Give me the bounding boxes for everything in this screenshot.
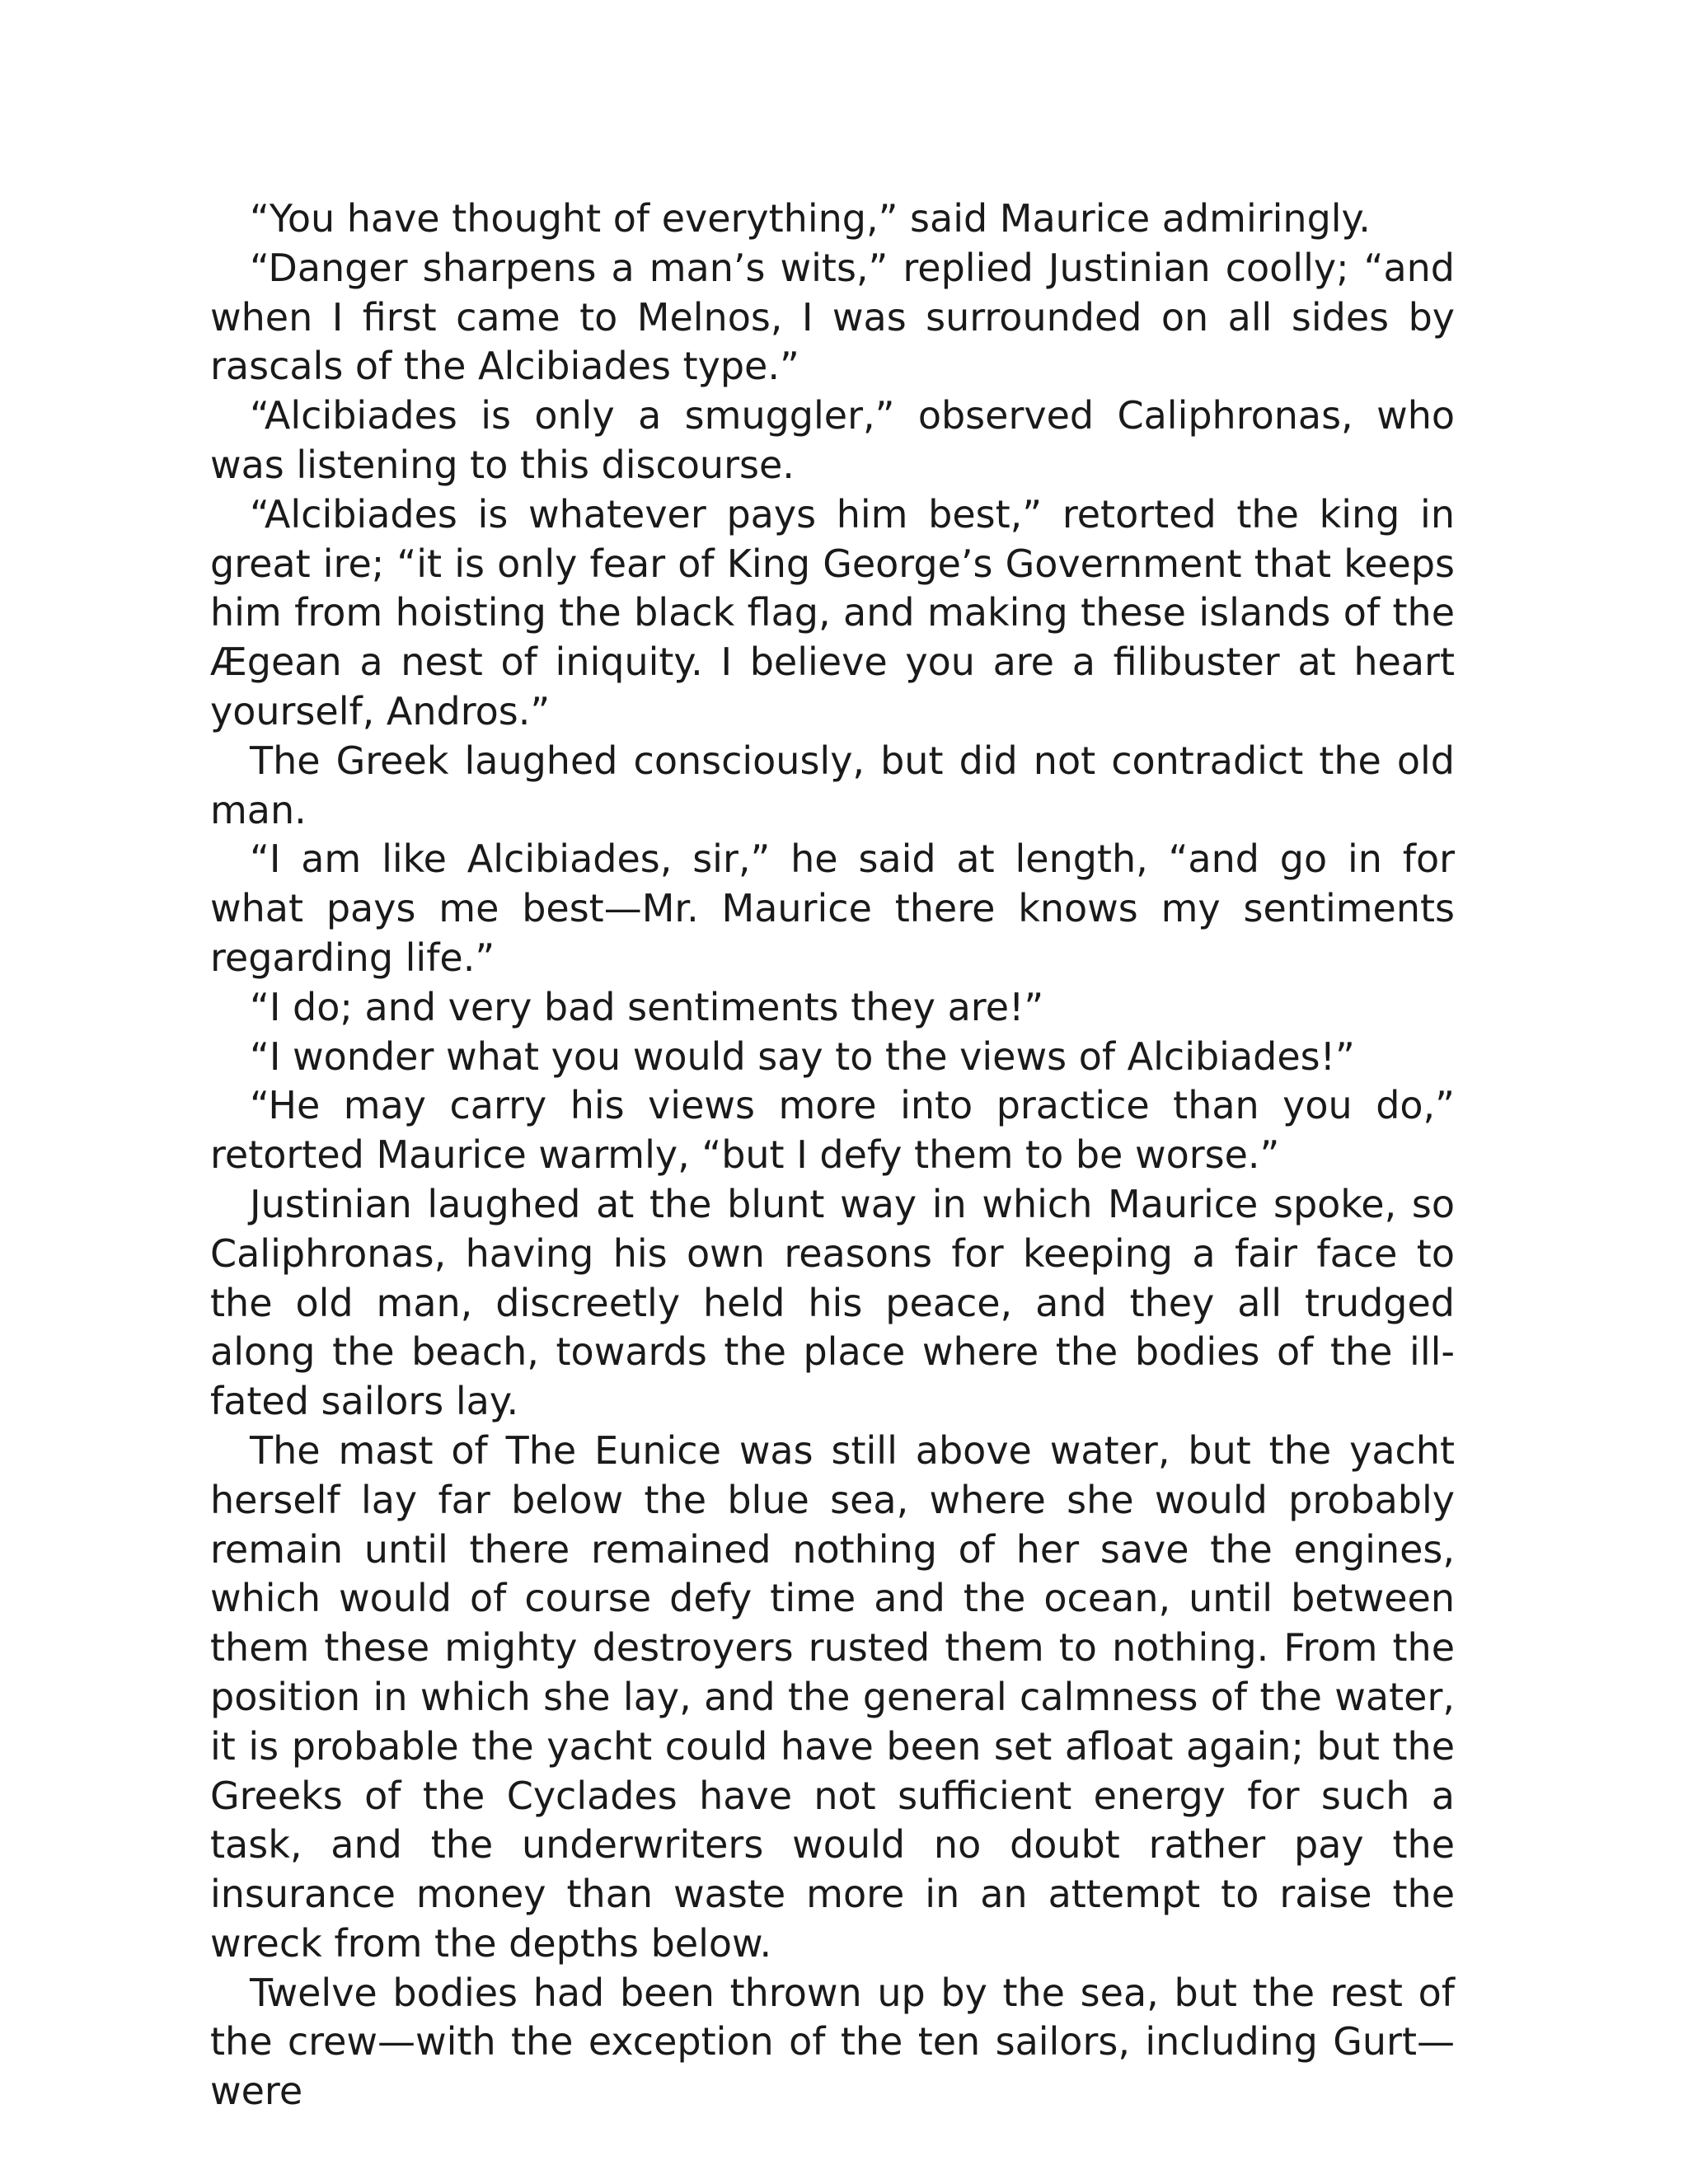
- paragraph: “You have thought of everything,” said Maurice admiringly.: [250, 196, 1371, 241]
- paragraph: “Alcibiades is whatever pays him best,” retorted the king in great ire; “it is only fear of King George’s Government that keeps him from hoisting the black flag, and making these islands of the Ægean a nest of iniquity. I believe you are a filibuster at heart yourself, Andros.”: [210, 491, 1455, 733]
- paragraph: “Danger sharpens a man’s wits,” replied Justinian coolly; “and when I first came to Melnos, I was surrounded on all sides by rascals of the Alcibiades type.”: [210, 245, 1455, 389]
- paragraph: Justinian laughed at the blunt way in which Maurice spoke, so Caliphronas, having his own reasons for keeping a fair face to the old man, discreetly held his peace, and they all trudged along the beach, towards the place where the bodies of the ill-fated sailors lay.: [210, 1181, 1455, 1424]
- paragraph-continued: Twelve bodies had been thrown up by the sea, but the rest of the crew—with the exception of the ten sailors, including Gurt—were: [210, 1970, 1455, 2114]
- paragraph: “I am like Alcibiades, sir,” he said at length, “and go in for what pays me best—Mr. Maurice there knows my sentiments regarding life.”: [210, 837, 1455, 980]
- paragraph: “Alcibiades is only a smuggler,” observed Caliphronas, who was listening to this discourse.: [210, 393, 1455, 487]
- paragraph: “I do; and very bad sentiments they are!”: [250, 984, 1044, 1029]
- paragraph: The Greek laughed consciously, but did not contradict the old man.: [210, 738, 1455, 832]
- paragraph: “He may carry his views more into practice than you do,” retorted Maurice warmly, “but I defy them to be worse.”: [210, 1083, 1455, 1178]
- page-text: [210, 194, 1455, 2116]
- paragraph: The mast of The Eunice was still above water, but the yacht herself lay far below the blue sea, where she would probably remain until there remained nothing of her save the engines, which would of course defy time and the ocean, until between them these mighty destroyers rusted them to nothing. From the position in which she lay, and the general calmness of the water, it is probable the yacht could have been set afloat again; but the Greeks of the Cyclades have not sufficient energy for such a task, and the underwriters would no doubt rather pay the insurance money than waste more in an attempt to raise the wreck from the depths below.: [210, 1427, 1455, 1966]
- paragraph: “I wonder what you would say to the views of Alcibiades!”: [250, 1033, 1355, 1079]
